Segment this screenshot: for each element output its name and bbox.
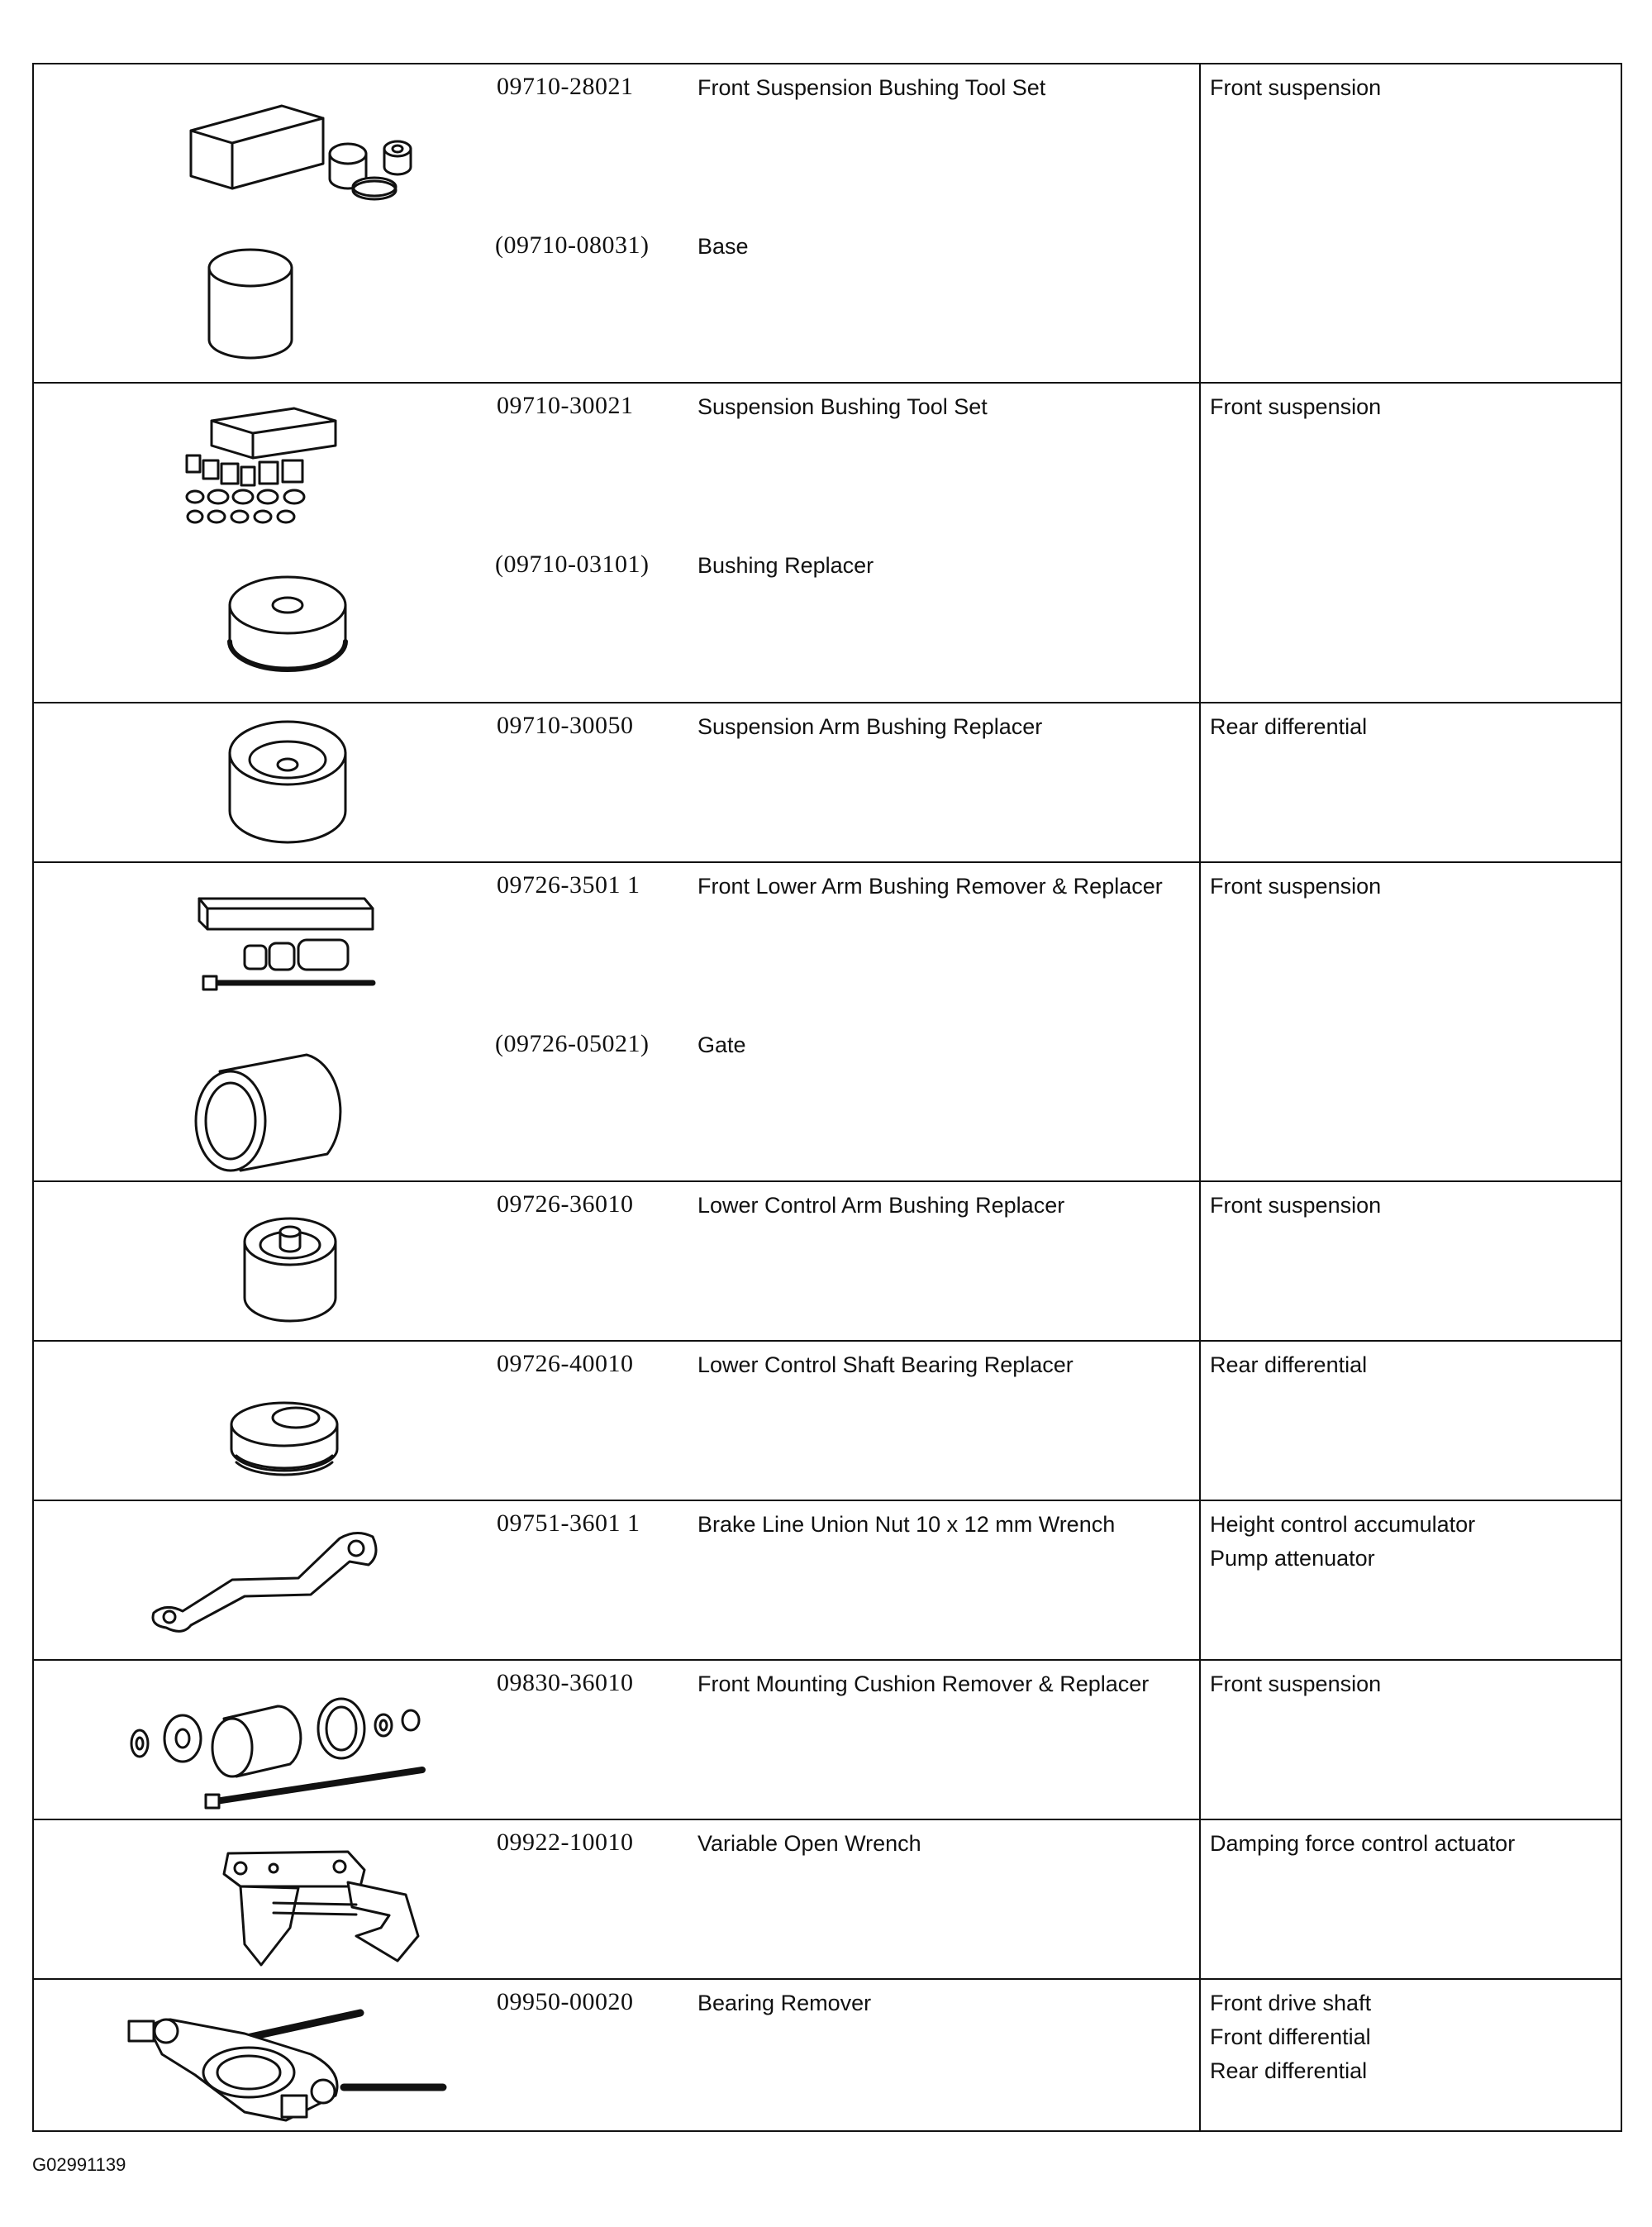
sub-tool-name: Base (697, 234, 749, 259)
part-number: 09726-40010 (497, 1350, 634, 1377)
table-row (34, 1501, 1621, 1661)
tool-use: Front drive shaft Front differential Rear differential (1210, 1991, 1372, 2083)
table-row (34, 1661, 1621, 1820)
tool-use: Rear differential (1210, 1352, 1368, 1377)
remover-replacer-set-icon (166, 884, 389, 999)
part-number: 09751-3601 1 (497, 1509, 640, 1537)
variable-open-wrench-icon (191, 1837, 431, 1977)
tool-use: Front suspension (1210, 1193, 1382, 1218)
part-number: 09710-28021 (497, 73, 634, 100)
tool-use: Front suspension (1210, 874, 1382, 899)
part-number: 09922-10010 (497, 1829, 634, 1856)
table-row (34, 703, 1621, 863)
table-row (34, 1342, 1621, 1501)
sub-tool-name: Bushing Replacer (697, 553, 874, 578)
tool-use: Height control accumulator Pump attenuator (1210, 1512, 1476, 1571)
tool-name: Front Mounting Cushion Remover & Replacer (697, 1671, 1150, 1696)
bushing-tool-set-icon (170, 404, 369, 528)
tool-name: Front Suspension Bushing Tool Set (697, 75, 1046, 100)
bearing-remover-icon (96, 1996, 459, 2129)
bushing-replacer-icon (220, 565, 360, 681)
part-number: 09726-36010 (497, 1190, 634, 1218)
gate-cylinder-icon (183, 1047, 373, 1179)
table-row (34, 1980, 1621, 2130)
special-service-tools-table (32, 63, 1622, 2132)
figure-code: G02991139 (32, 2154, 126, 2175)
sub-tool-name: Gate (697, 1032, 746, 1057)
sub-part-number: (09710-08031) (495, 231, 650, 259)
base-cylinder-icon (199, 245, 323, 369)
union-nut-wrench-icon (133, 1514, 389, 1654)
tool-name: Suspension Arm Bushing Replacer (697, 714, 1043, 739)
tool-name: Suspension Bushing Tool Set (697, 394, 988, 419)
table-row (34, 863, 1621, 1182)
table-row (34, 384, 1621, 703)
tool-name: Variable Open Wrench (697, 1831, 921, 1856)
part-number: 09950-00020 (497, 1988, 634, 2015)
tool-name: Lower Control Arm Bushing Replacer (697, 1193, 1065, 1218)
table-row (34, 64, 1621, 384)
part-number: 09710-30021 (497, 392, 634, 419)
part-number: 09726-3501 1 (497, 871, 640, 899)
cushion-remover-icon (100, 1677, 447, 1810)
table-row (34, 1182, 1621, 1342)
tool-name: Front Lower Arm Bushing Remover & Replacer (697, 874, 1163, 899)
table-row (34, 1820, 1621, 1980)
bearing-replacer-icon (220, 1391, 352, 1482)
part-number: 09830-36010 (497, 1669, 634, 1696)
bushing-tool-set-icon (158, 81, 439, 205)
tool-use: Front suspension (1210, 75, 1382, 100)
tool-use: Front suspension (1210, 394, 1382, 419)
tool-use: Front suspension (1210, 1671, 1382, 1696)
control-arm-bushing-replacer-icon (232, 1207, 356, 1331)
tool-name: Bearing Remover (697, 1991, 872, 2015)
tool-use: Rear differential (1210, 714, 1368, 739)
tool-use: Damping force control actuator (1210, 1831, 1516, 1856)
sub-part-number: (09726-05021) (495, 1030, 650, 1057)
arm-bushing-replacer-icon (220, 712, 360, 856)
sub-part-number: (09710-03101) (495, 551, 650, 578)
tool-name: Lower Control Shaft Bearing Replacer (697, 1352, 1074, 1377)
part-number: 09710-30050 (497, 712, 634, 739)
tool-name: Brake Line Union Nut 10 x 12 mm Wrench (697, 1512, 1116, 1537)
